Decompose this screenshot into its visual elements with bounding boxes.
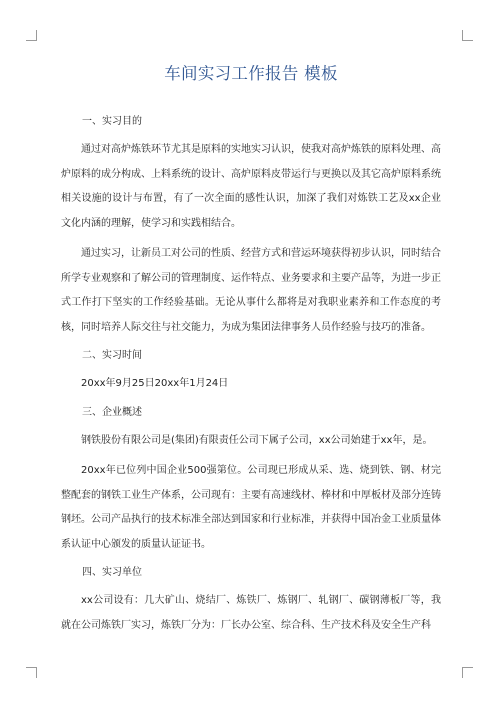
paragraph: 20xx年9月25日20xx年1月24日 xyxy=(81,378,229,389)
section-heading: 三、企业概述 xyxy=(82,406,142,418)
document-title: 车间实习工作报告 模板 xyxy=(164,64,338,83)
document-sections xyxy=(61,112,441,638)
crop-mark-top-right xyxy=(462,30,473,41)
crop-mark-top-left xyxy=(26,30,37,41)
paragraph: 20xx年已位列中国企业500强第位。公司现已形成从采、选、烧到铁、钢、材完整配套的钢铁工业生产体系，公司现有：主要有高速线材、棒材和中厚板材及部分连铸钢坯。公司产品执行的技术标准全部达到国家和行业标准，并获得中国冶金工业质量体系认证中心颁发的质量认证证书。 xyxy=(61,465,441,550)
section-heading: 四、实习单位 xyxy=(82,567,142,578)
paragraph: 通过对高炉炼铁环节尤其是原料的实地实习认识，使我对高炉炼铁的原料处理、高炉原料的成分构成、上料系统的设计、高炉原料皮带运行与更换以及其它高炉原料系统相关设施的设计与布置，有了一次全面的感性认识，加深了我们对炼铁工艺及xx企业文化内涵的理解，使学习和实践相结合。 xyxy=(61,144,441,229)
paragraph: 通过实习，让新员工对公司的性质、经营方式和营运环境获得初步认识，同时结合所学专业观察和了解公司的管理制度、运作特点、业务要求和主要产品等，为进一步正式工作打下坚实的工作经验基础。无论从事什么都将是对我职业素养和工作态度的考核，同时培养人际交往与社交能力，为成为集团法律事务人员作经验与技巧的准备。 xyxy=(61,248,441,333)
crop-mark-bottom-left xyxy=(26,667,37,678)
document-body xyxy=(61,62,441,644)
paragraph: xx公司设有：几大矿山、烧结厂、炼铁厂、炼钢厂、轧钢厂、碳钢薄板厂等，我就在公司炼铁厂实习，炼铁厂分为：厂长办公室、综合科、生产技术科及安全生产科 xyxy=(61,595,441,631)
paragraph: 钢铁股份有限公司是(集团)有限责任公司下属子公司，xx公司始建于xx年，是。 xyxy=(81,434,433,446)
section-heading: 一、实习目的 xyxy=(82,116,142,127)
section-heading: 二、实习时间 xyxy=(82,350,142,361)
crop-mark-bottom-right xyxy=(462,667,473,678)
